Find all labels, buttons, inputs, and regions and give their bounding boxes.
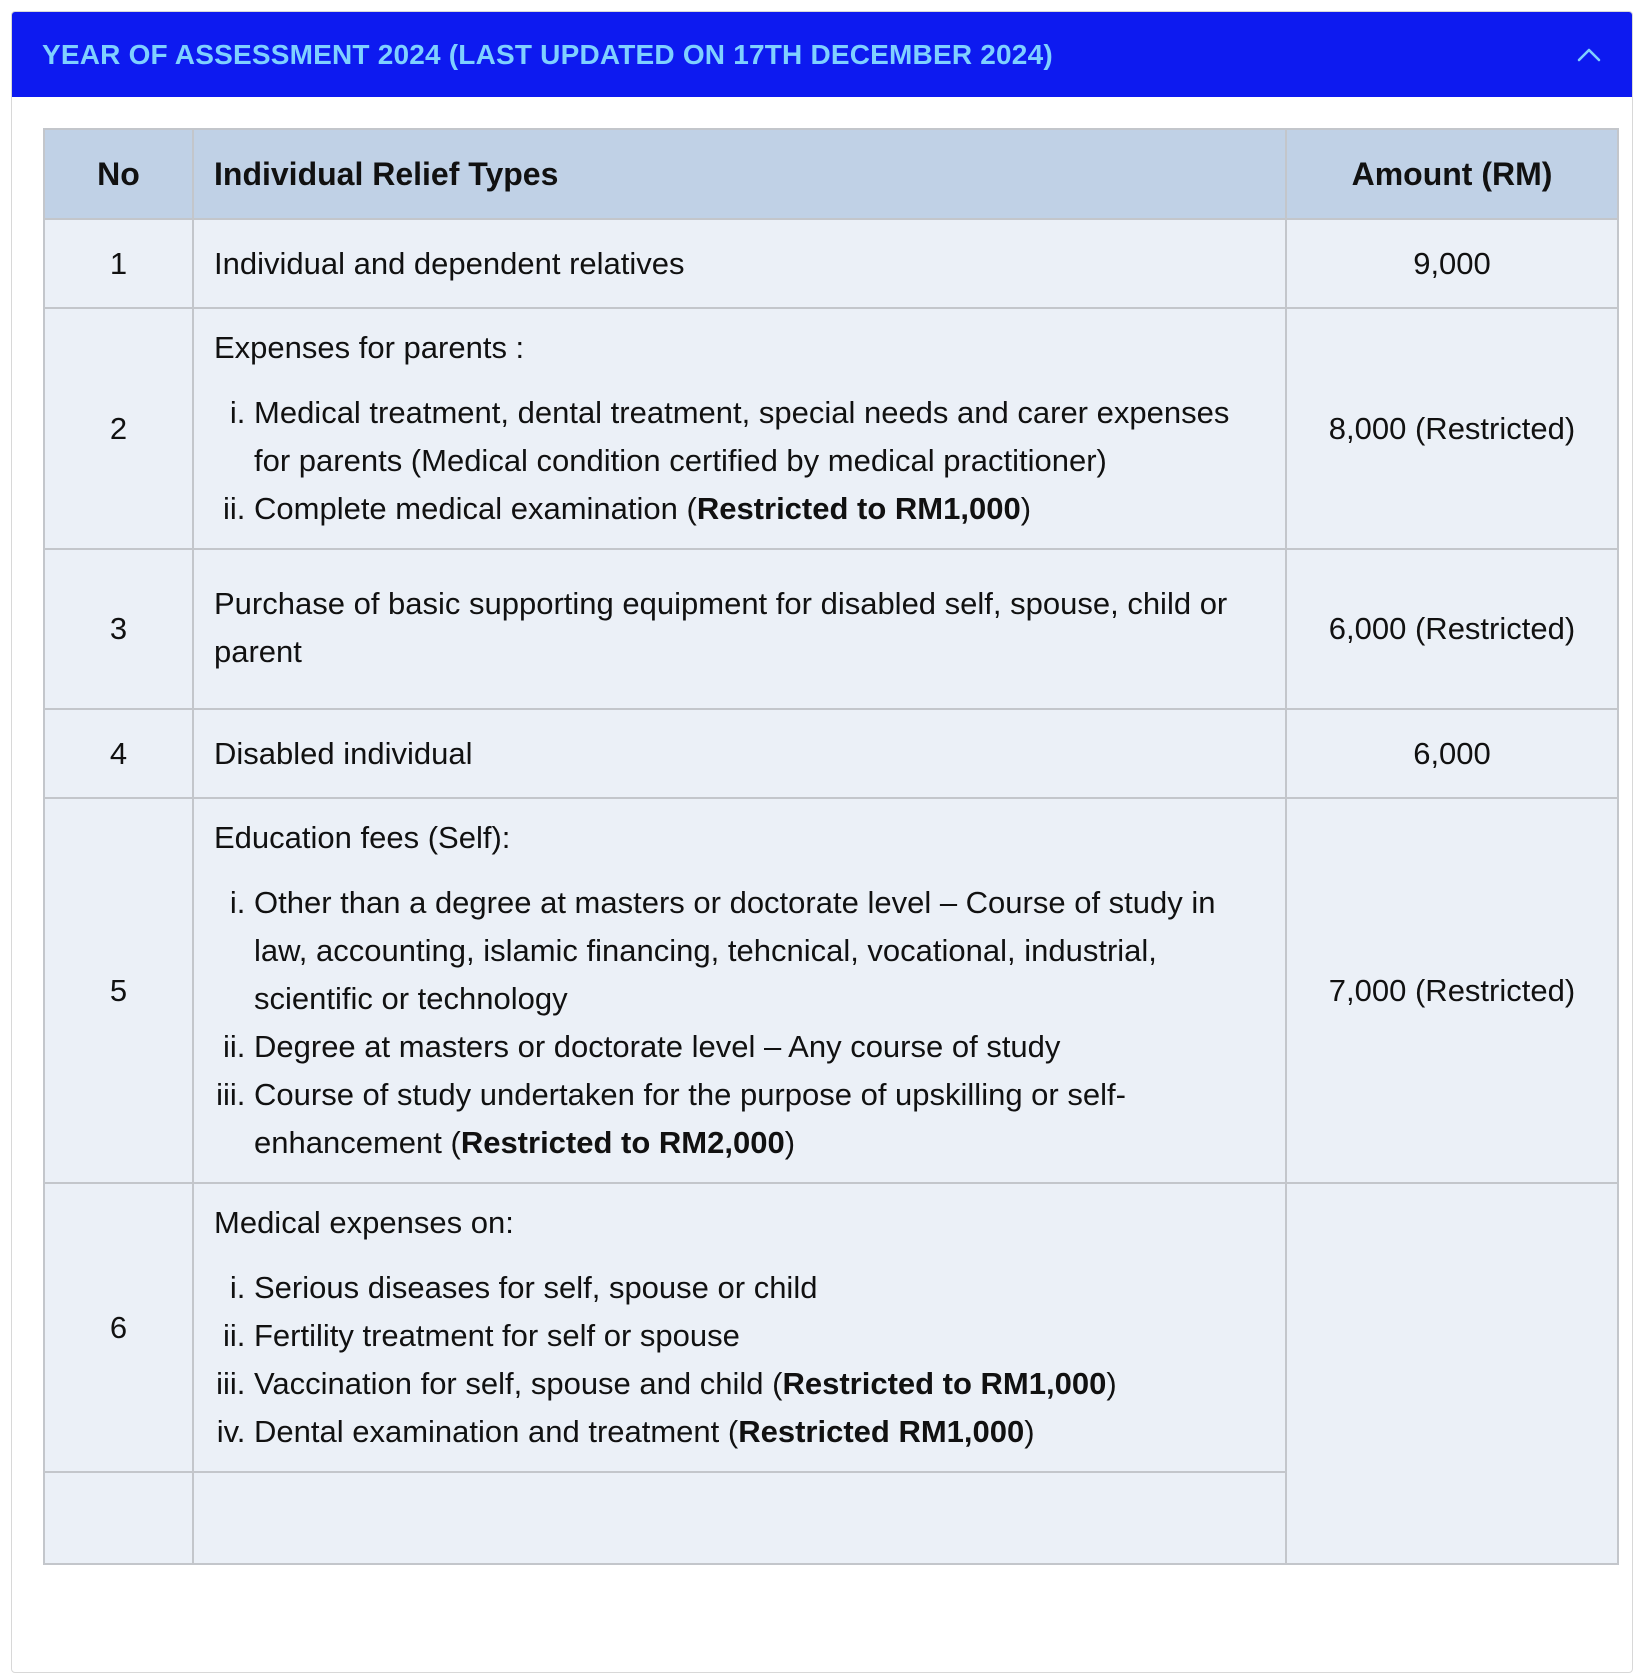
relief-sub-list (214, 1264, 1265, 1456)
table-row (44, 798, 1618, 1183)
list-item: iii. Vaccination for self, spouse and child (Restricted to RM1,000) (254, 1360, 1265, 1408)
table-header-row (44, 129, 1618, 219)
relief-type (193, 1472, 1286, 1564)
accordion-body (12, 97, 1632, 1565)
relief-type: Disabled individual (193, 709, 1286, 798)
accordion-panel (11, 11, 1633, 1673)
chevron-up-icon[interactable] (1576, 42, 1602, 68)
relief-type (193, 308, 1286, 549)
table-row (44, 219, 1618, 308)
list-item: iii. Course of study undertaken for the purpose of upskilling or self-enhancement (Restricted to RM2,000) (254, 1071, 1265, 1167)
table-row (44, 1183, 1618, 1472)
accordion-title: YEAR OF ASSESSMENT 2024 (LAST UPDATED ON 17TH DECEMBER 2024) (42, 38, 1053, 70)
list-item: i. Other than a degree at masters or doctorate level – Course of study in law, accounting, islamic financing, tehcnical, vocational, industrial, scientific or technology (254, 879, 1265, 1023)
row-number (44, 1472, 193, 1564)
table-row (44, 549, 1618, 709)
row-number: 1 (44, 219, 193, 308)
header-no: No (44, 129, 193, 219)
relief-amount: 8,000 (Restricted) (1286, 308, 1618, 549)
relief-table (43, 128, 1619, 1565)
list-item: ii. Complete medical examination (Restricted to RM1,000) (254, 485, 1265, 533)
row-number: 4 (44, 709, 193, 798)
row-number: 2 (44, 308, 193, 549)
accordion-header[interactable] (12, 12, 1632, 97)
relief-amount: 7,000 (Restricted) (1286, 798, 1618, 1183)
relief-intro: Education fees (Self): (214, 820, 511, 855)
relief-sub-list (214, 389, 1265, 533)
list-item: ii. Fertility treatment for self or spouse (254, 1312, 1265, 1360)
row-number: 6 (44, 1183, 193, 1472)
list-item: ii. Degree at masters or doctorate level – Any course of study (254, 1023, 1265, 1071)
row-number: 3 (44, 549, 193, 709)
relief-type (193, 1183, 1286, 1472)
header-amount: Amount (RM) (1286, 129, 1618, 219)
relief-intro: Expenses for parents : (214, 330, 525, 365)
header-relief-types: Individual Relief Types (193, 129, 1286, 219)
restriction-note: Restricted to RM1,000 (782, 1366, 1107, 1401)
relief-type (193, 798, 1286, 1183)
relief-type: Purchase of basic supporting equipment for disabled self, spouse, child or parent (193, 549, 1286, 709)
relief-sub-list (214, 879, 1265, 1167)
relief-type: Individual and dependent relatives (193, 219, 1286, 308)
restriction-note: Restricted to RM2,000 (460, 1125, 785, 1160)
table-row (44, 308, 1618, 549)
relief-amount: 6,000 (Restricted) (1286, 549, 1618, 709)
list-item: iv. Dental examination and treatment (Restricted RM1,000) (254, 1408, 1265, 1456)
list-item: i. Medical treatment, dental treatment, special needs and carer expenses for parents (Medical condition certified by medical practitioner) (254, 389, 1265, 485)
table-row (44, 709, 1618, 798)
relief-amount: 9,000 (1286, 219, 1618, 308)
relief-intro: Medical expenses on: (214, 1205, 514, 1240)
relief-amount (1286, 1183, 1618, 1564)
row-number: 5 (44, 798, 193, 1183)
restriction-note: Restricted RM1,000 (738, 1414, 1025, 1449)
relief-amount: 6,000 (1286, 709, 1618, 798)
restriction-note: Restricted to RM1,000 (696, 491, 1021, 526)
list-item: i. Serious diseases for self, spouse or child (254, 1264, 1265, 1312)
